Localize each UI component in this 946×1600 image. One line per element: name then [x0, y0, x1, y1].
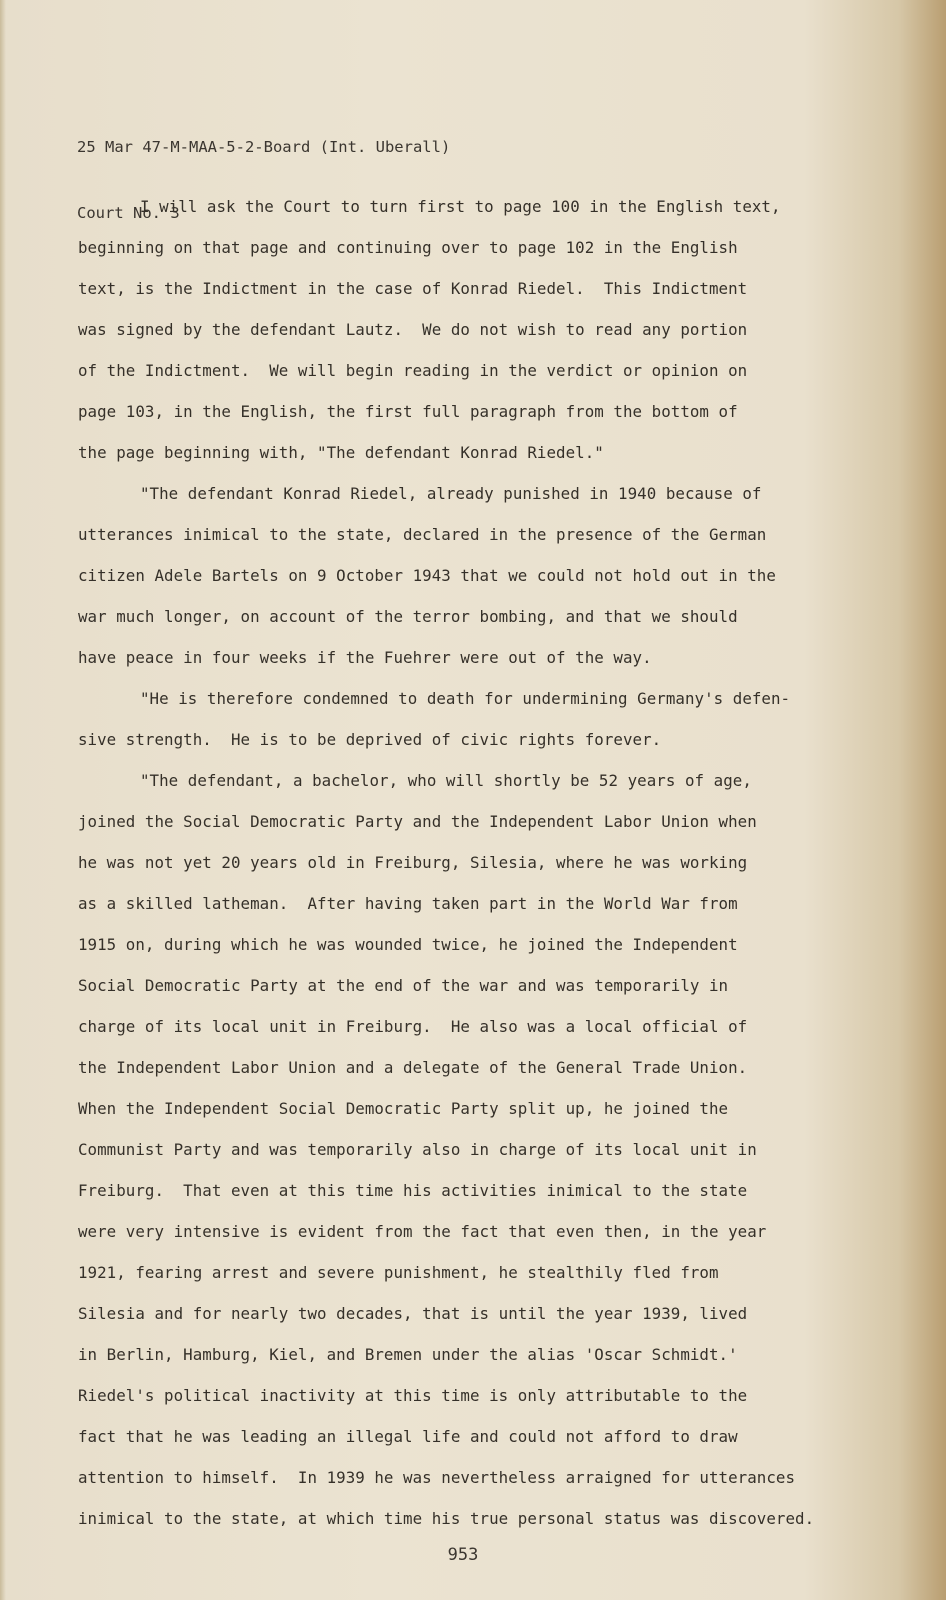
paper-edge [0, 0, 6, 1600]
transcript-line: When the Independent Social Democratic Party split up, he joined the [78, 1099, 729, 1118]
transcript-line: the page beginning with, "The defendant Konrad Riedel." [78, 443, 604, 462]
transcript-line: beginning on that page and continuing over to page 102 in the English [78, 238, 738, 257]
transcript-line: war much longer, on account of the terror bombing, and that we should [78, 607, 738, 626]
transcript-line: the Independent Labor Union and a delegate of the General Trade Union. [78, 1058, 748, 1077]
transcript-line: Social Democratic Party at the end of the war and was temporarily in [78, 976, 729, 995]
transcript-line: "He is therefore condemned to death for undermining Germany's defen- [140, 689, 791, 708]
page-number: 953 [447, 1545, 479, 1565]
transcript-line: Freiburg. That even at this time his activities inimical to the state [78, 1181, 748, 1200]
transcript-line: "The defendant, a bachelor, who will shortly be 52 years of age, [140, 771, 752, 790]
transcript-line: of the Indictment. We will begin reading in the verdict or opinion on [78, 361, 748, 380]
transcript-line: was signed by the defendant Lautz. We do not wish to read any portion [78, 320, 748, 339]
transcript-line: joined the Social Democratic Party and the Independent Labor Union when [78, 812, 757, 831]
transcript-line: he was not yet 20 years old in Freiburg, Silesia, where he was working [78, 853, 748, 872]
transcript-line: were very intensive is evident from the fact that even then, in the year [78, 1222, 767, 1241]
transcript-line: 1915 on, during which he was wounded twice, he joined the Independent [78, 935, 738, 954]
transcript-line: sive strength. He is to be deprived of civic rights forever. [78, 730, 662, 749]
transcript-line: have peace in four weeks if the Fuehrer were out of the way. [78, 648, 652, 667]
header-reference-line: 25 Mar 47-M-MAA-5-2-Board (Int. Uberall) [77, 138, 451, 156]
transcript-body [78, 197, 858, 1550]
transcript-line: as a skilled latheman. After having taken part in the World War from [78, 894, 738, 913]
transcript-line: 1921, fearing arrest and severe punishment, he stealthily fled from [78, 1263, 719, 1282]
transcript-line: I will ask the Court to turn first to page 100 in the English text, [140, 197, 781, 216]
transcript-line: in Berlin, Hamburg, Kiel, and Bremen under the alias 'Oscar Schmidt.' [78, 1345, 738, 1364]
transcript-line: utterances inimical to the state, declared in the presence of the German [78, 525, 767, 544]
transcript-line: charge of its local unit in Freiburg. He also was a local official of [78, 1017, 748, 1036]
transcript-line: attention to himself. In 1939 he was nevertheless arraigned for utterances [78, 1468, 796, 1487]
transcript-line: Communist Party and was temporarily also in charge of its local unit in [78, 1140, 757, 1159]
transcript-line: citizen Adele Bartels on 9 October 1943 that we could not hold out in the [78, 566, 776, 585]
transcript-line: Riedel's political inactivity at this time is only attributable to the [78, 1386, 748, 1405]
header-court-line: Court No. 3 [77, 204, 180, 222]
transcript-line: text, is the Indictment in the case of Konrad Riedel. This Indictment [78, 279, 748, 298]
transcript-line: inimical to the state, at which time his true personal status was discovered. [78, 1509, 815, 1528]
transcript-line: page 103, in the English, the first full paragraph from the bottom of [78, 402, 738, 421]
transcript-line: fact that he was leading an illegal life and could not afford to draw [78, 1427, 738, 1446]
page-number-wrapper [0, 1545, 946, 1565]
transcript-line: Silesia and for nearly two decades, that is until the year 1939, lived [78, 1304, 748, 1323]
transcript-line: "The defendant Konrad Riedel, already punished in 1940 because of [140, 484, 762, 503]
